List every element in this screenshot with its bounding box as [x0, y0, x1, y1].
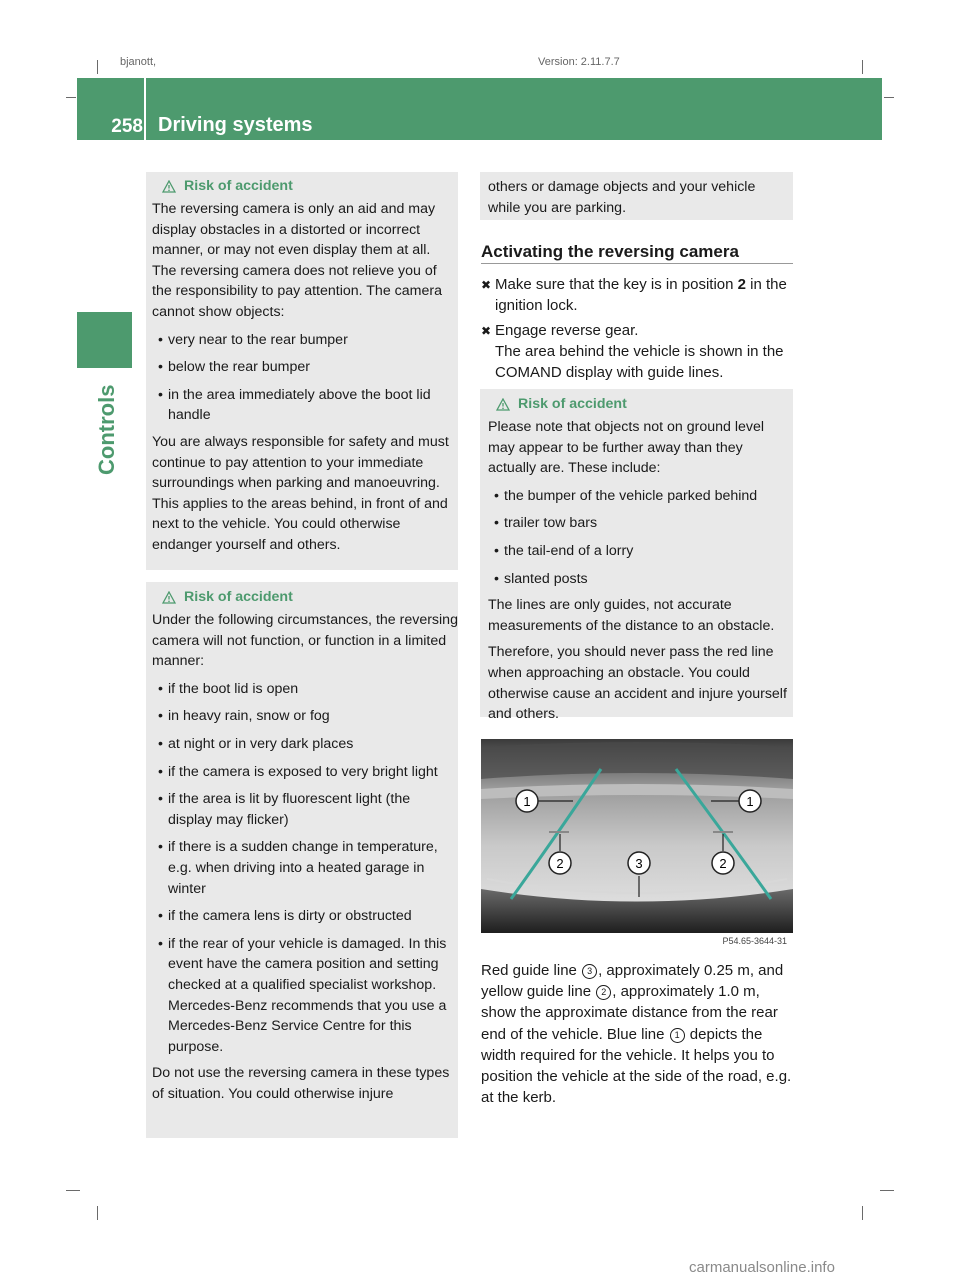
callout-2-right	[712, 852, 734, 874]
warning-triangle-icon	[162, 591, 176, 604]
bullet: •	[158, 386, 163, 403]
bullet: •	[158, 708, 163, 725]
bullet: •	[158, 935, 163, 952]
callout-3	[628, 852, 650, 874]
watermark: carmanualsonline.info	[689, 1259, 835, 1276]
bullet: •	[494, 570, 499, 587]
section-title: Driving systems	[158, 114, 313, 136]
bullet: •	[494, 515, 499, 532]
step-arrow-icon: ✖	[481, 278, 492, 292]
bullet: •	[158, 331, 163, 348]
svg-text:1: 1	[746, 794, 754, 809]
crop-mark	[97, 1206, 98, 1220]
list-item-text: in heavy rain, snow or fog	[168, 708, 330, 725]
warning-box-1	[146, 172, 458, 570]
crop-mark	[862, 60, 863, 74]
warning-title: Risk of accident	[518, 396, 627, 412]
image-caption: Red guide line 3 , approximately 0.25 m, and yellow guide line 2 , approximately 1.0 m, show the approximate distance from the rear end of the vehicle. Blue line 1 depicts the width required for the vehicle. It helps you to position the vehicle at the side of the road, e.g. at the kerb.	[481, 962, 792, 1107]
list-item-text: if the camera is exposed to very bright light	[168, 763, 438, 780]
list-item-text: the tail-end of a lorry	[504, 542, 634, 559]
warning-paragraph: Therefore, you should never pass the red line when approaching an obstacle. You could otherwise cause an accident and injure yourself and others.	[488, 644, 787, 723]
warning-paragraph: Under the following circumstances, the reversing camera will not function, or function in a limited manner:	[152, 612, 458, 670]
list-item	[158, 837, 458, 899]
list-item	[494, 513, 789, 534]
warning-box-3	[480, 389, 793, 723]
section-heading: Activating the reversing camera	[481, 242, 739, 261]
svg-text:3: 3	[635, 856, 643, 871]
callout-1-left	[516, 790, 538, 812]
warning-heading	[496, 394, 789, 414]
callout-ref: 3	[582, 964, 597, 979]
callout-1-right	[739, 790, 761, 812]
reversing-camera-image	[481, 739, 793, 949]
list-item	[158, 706, 458, 727]
callout-2-left	[549, 852, 571, 874]
camera-view-illustration	[481, 739, 793, 949]
warning-triangle-icon	[496, 398, 510, 411]
warning-box-2	[146, 582, 458, 1138]
heading-rule	[481, 263, 793, 264]
header-divider	[144, 78, 146, 140]
callout-ref: 2	[596, 985, 611, 1000]
list-item-text: very near to the rear bumper	[168, 331, 348, 348]
warning-title: Risk of accident	[184, 589, 293, 605]
list-item	[494, 541, 789, 562]
list-item-text: the bumper of the vehicle parked behind	[504, 487, 758, 504]
warning-paragraph: Do not use the reversing camera in these types of situation. You could otherwise injure	[152, 1065, 450, 1102]
list-item-text: slanted posts	[504, 570, 588, 587]
list-item	[158, 330, 458, 351]
warning-paragraph: You are always responsible for safety and must continue to pay attention to your immediate surroundings when parking and manoeuvring. This applies to the areas behind, in front of and next to the vehicle. You could otherwise endanger yourself and others.	[152, 433, 449, 553]
warning-continuation-box	[480, 172, 793, 220]
step	[481, 274, 795, 316]
bullet: •	[494, 542, 499, 559]
page-number: 258	[111, 116, 143, 137]
list-item-text: if the rear of your vehicle is damaged. In this event have the camera position and setting checked at a qualified specialist workshop. Mercedes-Benz recommends that you use a Mercedes-Benz Service Centre for this purpose.	[168, 935, 447, 1055]
warning-paragraph: others or damage objects and your vehicle while you are parking.	[488, 179, 756, 216]
bullet: •	[158, 735, 163, 752]
crop-mark	[66, 97, 76, 98]
bullet: •	[158, 908, 163, 925]
warning-paragraph: The reversing camera is only an aid and may display obstacles in a distorted or incorrect manner, or may not even display them at all. The reversing camera does not relieve you of the responsibility to pay attention. The camera cannot show objects:	[152, 201, 442, 320]
bullet: •	[158, 839, 163, 856]
list-item	[158, 906, 458, 927]
warning-heading	[162, 176, 458, 196]
list-item-text: in the area immediately above the boot lid handle	[168, 386, 431, 424]
step-arrow-icon: ✖	[481, 324, 492, 338]
list-item-text: if the camera lens is dirty or obstructed	[168, 908, 412, 925]
top-meta-left: bjanott,	[120, 56, 157, 68]
list-item	[158, 789, 458, 830]
svg-text:1: 1	[523, 794, 531, 809]
list-item	[494, 569, 789, 590]
list-item-text: if there is a sudden change in temperature, e.g. when driving into a heated garage in winter	[168, 839, 438, 897]
instruction-steps	[481, 274, 795, 383]
crop-mark	[97, 60, 98, 74]
callout-ref: 1	[670, 1028, 685, 1043]
list-item-text: at night or in very dark places	[168, 735, 354, 752]
list-item-text: trailer tow bars	[504, 515, 598, 532]
step	[481, 320, 795, 383]
side-tab	[77, 312, 132, 368]
list-item	[158, 734, 458, 755]
list-item-text: below the rear bumper	[168, 359, 310, 376]
list-item	[494, 486, 789, 507]
warning-title: Risk of accident	[184, 178, 293, 194]
side-label: Controls	[94, 384, 119, 475]
list-item	[158, 762, 458, 783]
step-text: Engage reverse gear. The area behind the vehicle is shown in the COMAND display with guide lines.	[495, 322, 784, 381]
crop-mark	[862, 1206, 863, 1220]
list-item	[158, 357, 458, 378]
warning-paragraph: The lines are only guides, not accurate measurements of the distance to an obstacle.	[488, 597, 775, 634]
list-item-text: if the boot lid is open	[168, 680, 299, 697]
bullet: •	[158, 680, 163, 697]
page-header	[77, 78, 882, 140]
crop-mark	[66, 1190, 80, 1191]
bullet: •	[158, 763, 163, 780]
svg-text:2: 2	[719, 856, 727, 871]
bullet: •	[494, 487, 499, 504]
list-item	[158, 679, 458, 700]
crop-mark	[880, 1190, 894, 1191]
list-item	[158, 934, 458, 1058]
top-meta-right: Version: 2.11.7.7	[538, 56, 620, 68]
list-item	[158, 385, 458, 426]
warning-paragraph: Please note that objects not on ground level may appear to be further away than they actually are. These include:	[488, 419, 765, 477]
crop-mark	[884, 97, 894, 98]
warning-heading	[162, 587, 458, 607]
svg-text:2: 2	[556, 856, 564, 871]
image-code: P54.65-3644-31	[722, 936, 787, 946]
bullet: •	[158, 359, 163, 376]
bullet: •	[158, 791, 163, 808]
list-item-text: if the area is lit by fluorescent light (the display may flicker)	[168, 791, 411, 828]
warning-triangle-icon	[162, 180, 176, 193]
step-text: Make sure that the key is in position 2 in the ignition lock.	[495, 276, 787, 314]
